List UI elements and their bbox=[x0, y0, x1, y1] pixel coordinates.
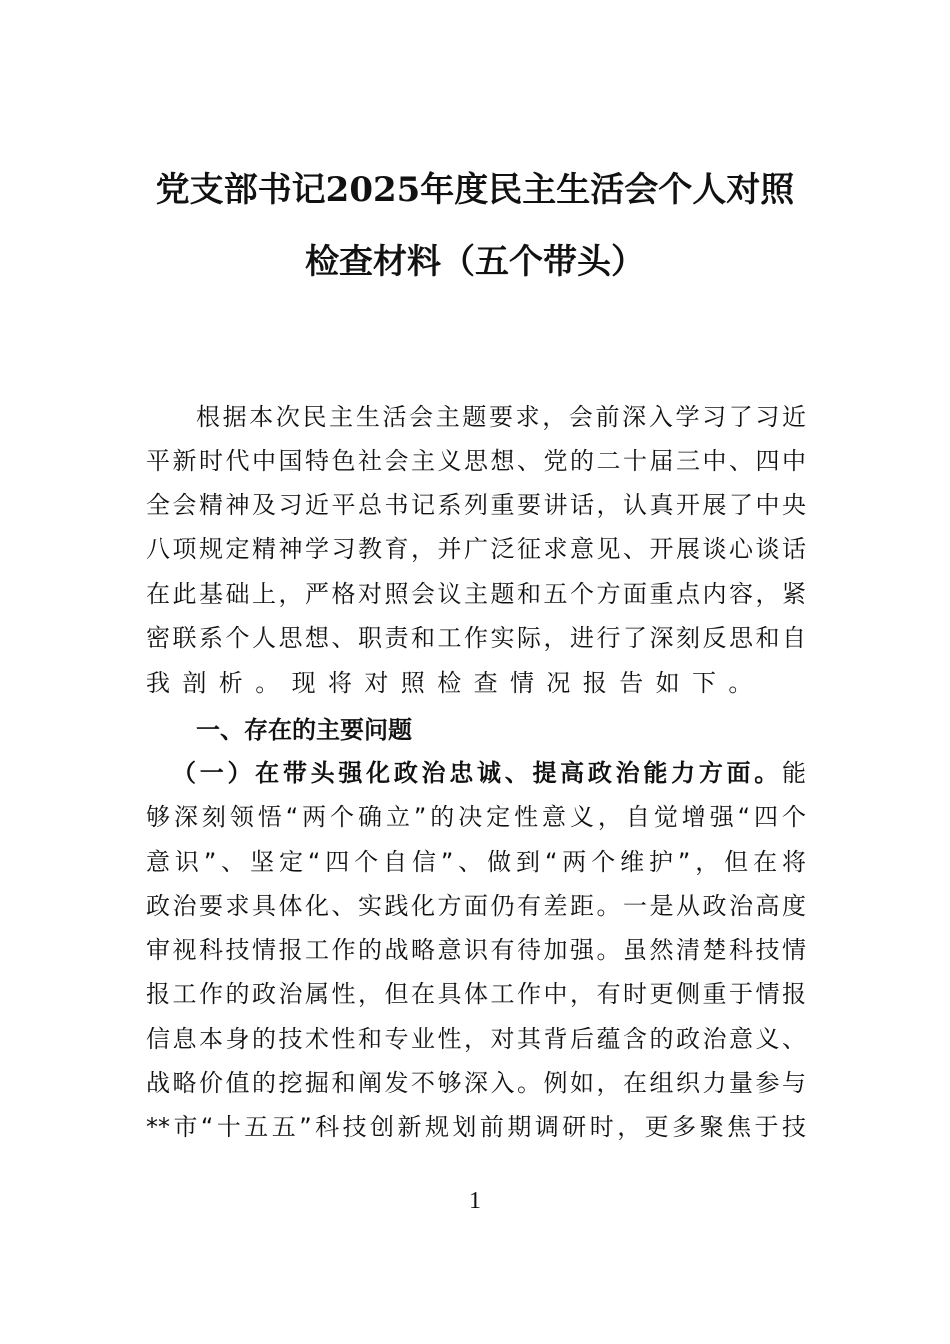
text-line: 在此基础上，严格对照会议主题和五个方面重点内容，紧 bbox=[146, 580, 806, 608]
text-line: 根据本次民主生活会主题要求，会前深入学习了习近 bbox=[196, 403, 806, 431]
text-line: 密联系个人思想、职责和工作实际，进行了深刻反思和自 bbox=[146, 624, 806, 652]
text-line: **市“十五五”科技创新规划前期调研时，更多聚焦于技 bbox=[146, 1113, 806, 1141]
text-line: 八项规定精神学习教育，并广泛征求意见、开展谈心谈话 bbox=[146, 535, 806, 563]
text-line: 全会精神及习近平总书记系列重要讲话，认真开展了中央 bbox=[146, 491, 806, 519]
text-line: 信息本身的技术性和专业性，对其背后蕴含的政治意义、 bbox=[146, 1025, 806, 1053]
text-line: 政治要求具体化、实践化方面仍有差距。一是从政治高度 bbox=[146, 892, 806, 920]
subsection-heading: （一）在带头强化政治忠诚、提高政治能力方面。 bbox=[172, 759, 782, 787]
text-line: 战略价值的挖掘和阐发不够深入。例如，在组织力量参与 bbox=[146, 1069, 806, 1097]
text-line: 报工作的政治属性，但在具体工作中，有时更侧重于情报 bbox=[146, 980, 806, 1008]
text-line bbox=[172, 753, 806, 793]
text-line: 够深刻领悟“两个确立”的决定性意义，自觉增强“四个 bbox=[146, 803, 806, 831]
text-line: 审视科技情报工作的战略意识有待加强。虽然清楚科技情 bbox=[146, 936, 806, 964]
title-line-2: 检查材料（五个带头） bbox=[305, 242, 645, 282]
page-number: 1 bbox=[469, 1188, 481, 1214]
section-heading: 一、存在的主要问题 bbox=[196, 716, 412, 744]
text-line: 意识”、坚定“四个自信”、做到“两个维护”，但在将 bbox=[146, 848, 806, 876]
text-line: 平新时代中国特色社会主义思想、党的二十届三中、四中 bbox=[146, 447, 806, 475]
title-line-1: 党支部书记2025年度民主生活会个人对照 bbox=[155, 170, 795, 210]
text-fragment: 能 bbox=[782, 759, 806, 787]
text-line: 我剖析。现将对照检查情况报告如下。 bbox=[146, 669, 765, 697]
